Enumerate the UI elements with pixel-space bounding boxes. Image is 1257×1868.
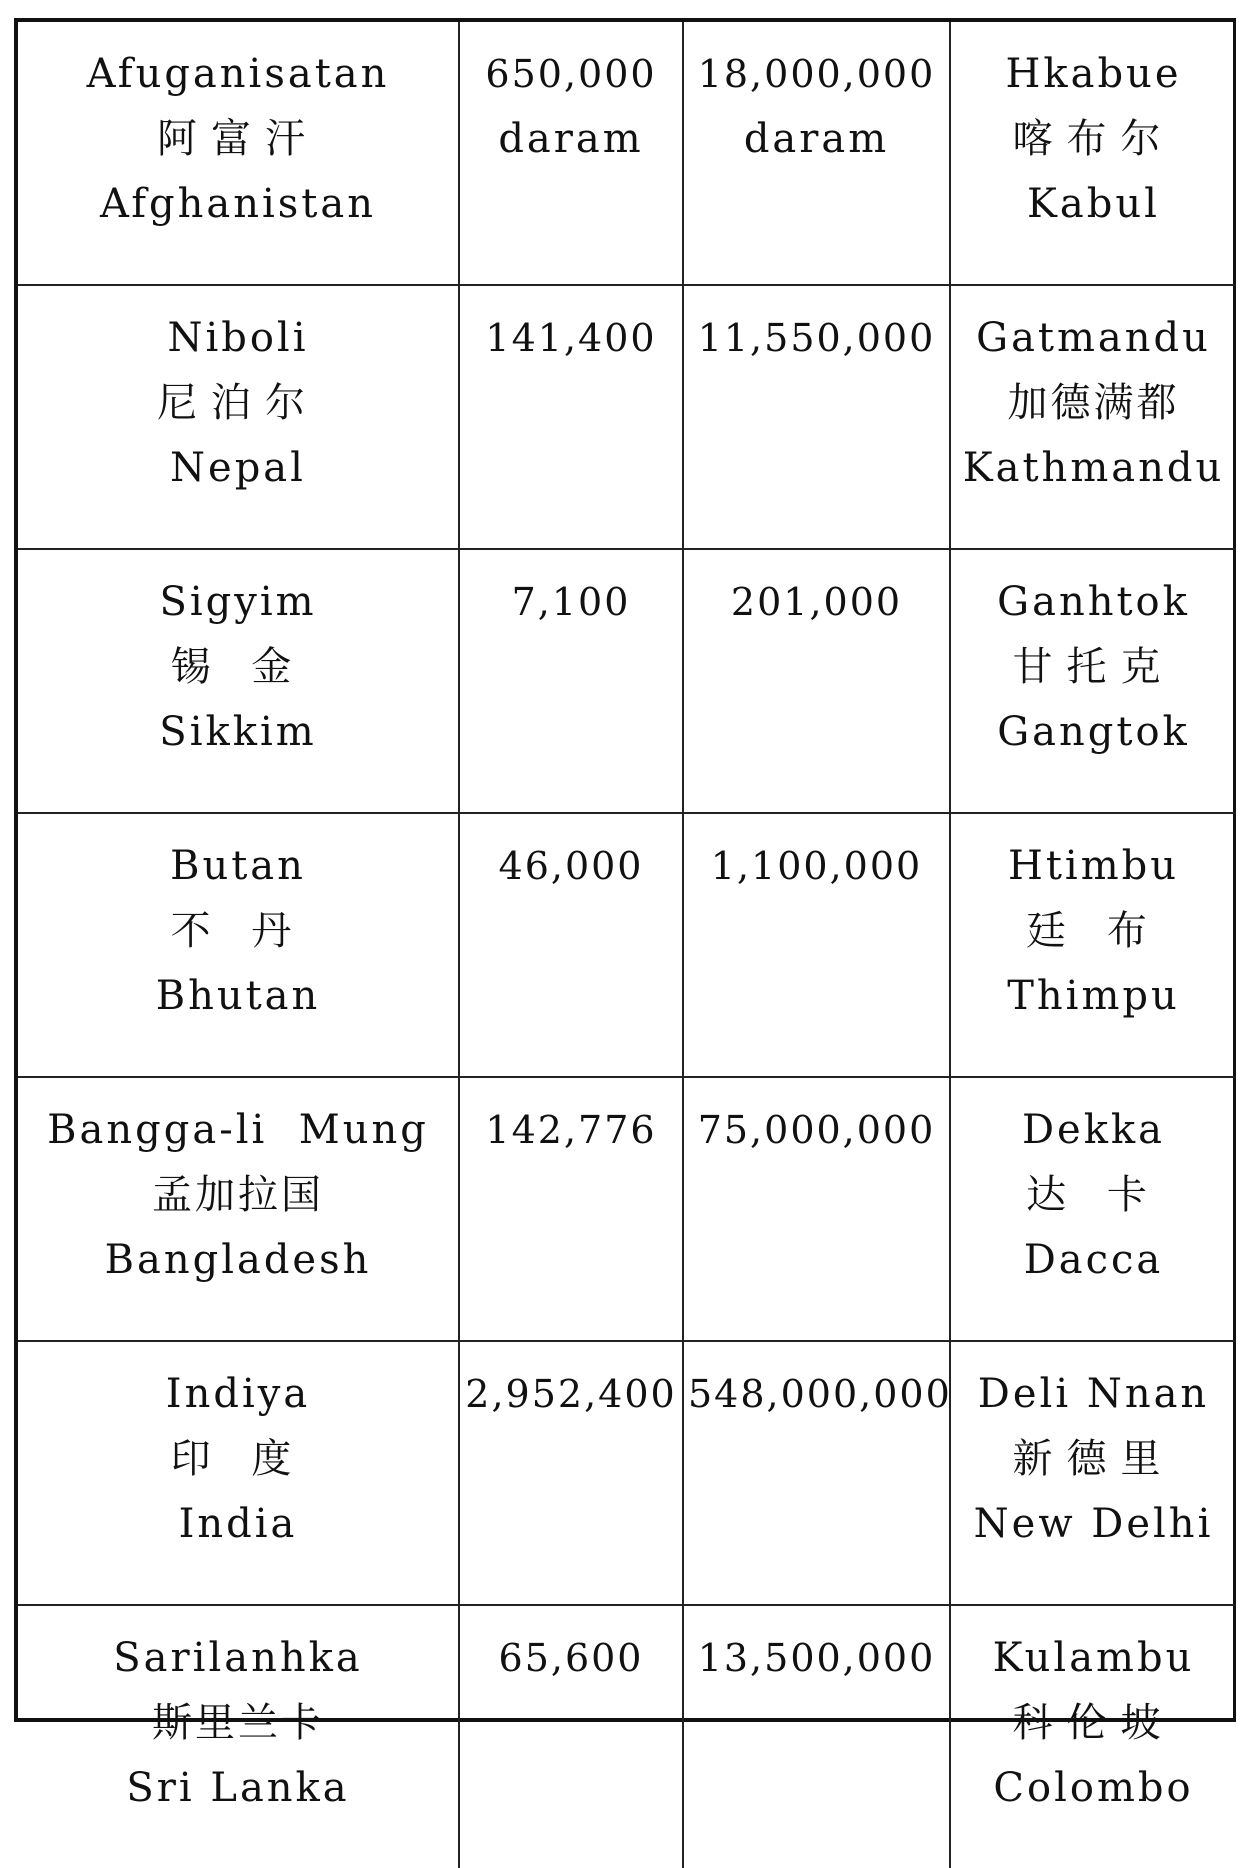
capital-name-chinese: 新德里 <box>1012 1436 1175 1482</box>
area-cell <box>459 1077 683 1341</box>
capital-name-english: New Delhi <box>973 1501 1214 1547</box>
capital-cell <box>950 1341 1236 1605</box>
capital-cell <box>950 285 1236 549</box>
population-value: 201,000 <box>730 580 903 624</box>
population-value: 18,000,000 <box>697 52 936 96</box>
country-name-chinese: 不 丹 <box>170 908 306 954</box>
capital-name-english: Kathmandu <box>962 445 1225 491</box>
country-name-jingpho: Afuganisatan <box>86 51 390 97</box>
capital-name-chinese: 甘托克 <box>1012 644 1175 690</box>
country-name-english: India <box>178 1501 298 1547</box>
table-row <box>18 813 1236 1077</box>
country-name-jingpho: Indiya <box>165 1371 311 1417</box>
area-cell <box>459 22 683 285</box>
population-value: 548,000,000 <box>688 1372 952 1416</box>
area-cell <box>459 1605 683 1868</box>
population-cell <box>683 1077 950 1341</box>
table-row <box>18 1341 1236 1605</box>
area-value: 65,600 <box>498 1636 644 1680</box>
table-row <box>18 1605 1236 1868</box>
population-unit: daram <box>743 116 890 162</box>
country-cell <box>18 813 459 1077</box>
country-cell <box>18 1077 459 1341</box>
area-unit: daram <box>498 116 644 162</box>
country-name-jingpho: Sigyim <box>159 579 317 625</box>
population-value: 1,100,000 <box>710 844 923 888</box>
capital-name-jingpho: Htimbu <box>1007 843 1180 889</box>
population-cell <box>683 285 950 549</box>
capital-name-chinese: 加德满都 <box>1007 380 1180 426</box>
capital-name-chinese: 廷 布 <box>1026 908 1161 954</box>
population-value: 75,000,000 <box>697 1108 936 1152</box>
table-row <box>18 549 1236 813</box>
country-name-chinese: 尼泊尔 <box>157 380 319 426</box>
capital-name-jingpho: Kulambu <box>992 1635 1195 1681</box>
area-cell <box>459 1341 683 1605</box>
country-name-english: Bhutan <box>155 973 321 1019</box>
capital-name-chinese: 喀布尔 <box>1012 116 1175 162</box>
capital-name-jingpho: Ganhtok <box>997 579 1190 625</box>
population-cell <box>683 1605 950 1868</box>
population-cell <box>683 1341 950 1605</box>
capital-cell <box>950 549 1236 813</box>
area-value: 142,776 <box>485 1108 657 1152</box>
capital-name-jingpho: Deli Nnan <box>977 1371 1210 1417</box>
capital-name-english: Colombo <box>993 1765 1194 1811</box>
table-row <box>18 1077 1236 1341</box>
capital-name-english: Thimpu <box>1007 973 1180 1019</box>
capital-name-english: Gangtok <box>997 709 1190 755</box>
country-name-jingpho: Niboli <box>167 315 309 361</box>
country-cell <box>18 22 459 285</box>
country-name-chinese: 孟加拉国 <box>152 1172 324 1218</box>
area-value: 2,952,400 <box>465 1372 677 1416</box>
capital-cell <box>950 813 1236 1077</box>
country-cell <box>18 1341 459 1605</box>
country-name-english: Sikkim <box>159 709 317 755</box>
area-value: 650,000 <box>485 52 657 96</box>
population-cell <box>683 549 950 813</box>
table-row <box>18 22 1236 285</box>
capital-name-jingpho: Hkabue <box>1005 51 1182 97</box>
capital-name-english: Kabul <box>1027 181 1160 227</box>
capital-name-chinese: 达 卡 <box>1026 1172 1161 1218</box>
capital-name-jingpho: Gatmandu <box>976 315 1211 361</box>
population-cell <box>683 22 950 285</box>
population-value: 11,550,000 <box>697 316 936 360</box>
country-name-chinese: 锡 金 <box>170 644 306 690</box>
capital-cell <box>950 22 1236 285</box>
capital-cell <box>950 1077 1236 1341</box>
area-cell <box>459 549 683 813</box>
capital-name-jingpho: Dekka <box>1021 1107 1166 1153</box>
capital-name-english: Dacca <box>1023 1237 1164 1283</box>
country-name-jingpho: Bangga-li Mung <box>47 1107 429 1153</box>
country-table <box>14 18 1236 1811</box>
population-cell <box>683 813 950 1077</box>
country-name-chinese: 印 度 <box>170 1436 306 1482</box>
area-value: 7,100 <box>511 580 631 624</box>
table-row <box>18 285 1236 549</box>
country-name-english: Nepal <box>170 445 306 491</box>
area-value: 46,000 <box>498 844 644 888</box>
population-value: 13,500,000 <box>697 1636 936 1680</box>
country-data-table <box>18 22 1236 1868</box>
country-name-english: Afghanistan <box>100 181 376 227</box>
area-cell <box>459 813 683 1077</box>
area-cell <box>459 285 683 549</box>
country-cell <box>18 1605 459 1868</box>
country-name-jingpho: Sarilanhka <box>113 1635 363 1681</box>
country-cell <box>18 549 459 813</box>
country-cell <box>18 285 459 549</box>
capital-cell <box>950 1605 1236 1868</box>
country-name-english: Sri Lanka <box>126 1765 350 1811</box>
area-value: 141,400 <box>485 316 657 360</box>
country-name-english: Bangladesh <box>104 1237 372 1283</box>
country-name-jingpho: Butan <box>170 843 306 889</box>
capital-name-chinese: 科伦坡 <box>1012 1700 1175 1746</box>
country-name-chinese: 斯里兰卡 <box>152 1700 324 1746</box>
country-name-chinese: 阿富汗 <box>157 116 319 162</box>
